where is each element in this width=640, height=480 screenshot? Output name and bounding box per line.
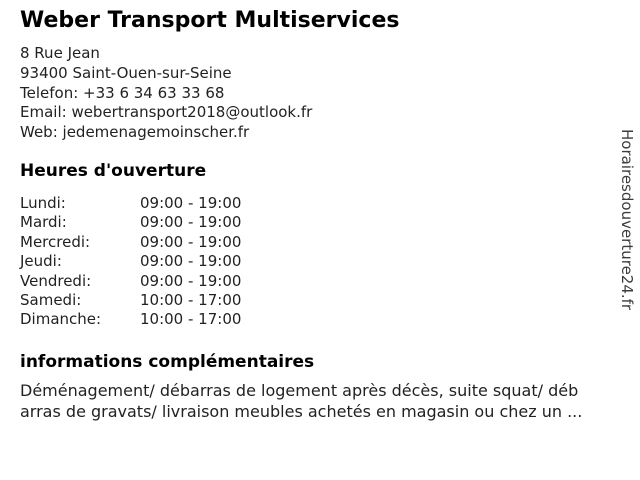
time-value: 10:00 - 17:00 — [140, 291, 242, 310]
address-city: 93400 Saint-Ouen-sur-Seine — [20, 63, 232, 82]
time-value: 10:00 - 17:00 — [140, 310, 242, 329]
time-value: 09:00 - 19:00 — [140, 232, 242, 251]
day-label: Mercredi: — [20, 232, 91, 251]
additional-info-heading: informations complémentaires — [20, 352, 315, 372]
additional-info-line-2: arras de gravats/ livraison meubles achetés en magasin ou chez un ... — [20, 402, 583, 421]
additional-info-line-1: Déménagement/ débarras de logement après décès, suite squat/ déb — [20, 381, 579, 400]
time-value: 09:00 - 19:00 — [140, 194, 242, 212]
hours-row-friday — [20, 272, 241, 291]
day-label: Samedi: — [20, 291, 82, 310]
page-title: Weber Transport Multiservices — [20, 8, 400, 33]
time-value: 09:00 - 19:00 — [140, 271, 242, 290]
hours-row-tuesday — [20, 213, 241, 232]
day-label: Vendredi: — [20, 271, 92, 290]
hours-row-sunday — [20, 310, 241, 329]
time-value: 09:00 - 19:00 — [140, 213, 242, 232]
site-watermark: Horairesdouverture24.fr — [618, 129, 636, 311]
web-line: Web: jedemenagemoinscher.fr — [20, 123, 250, 142]
hours-row-wednesday — [20, 233, 241, 252]
email-line: Email: webertransport2018@outlook.fr — [20, 103, 313, 122]
time-value: 09:00 - 19:00 — [140, 252, 242, 271]
opening-hours-table — [20, 194, 241, 330]
day-label: Dimanche: — [20, 310, 102, 329]
address-street: 8 Rue Jean — [20, 44, 100, 62]
hours-row-saturday — [20, 291, 241, 310]
day-label: Lundi: — [20, 194, 66, 212]
hours-row-thursday — [20, 252, 241, 271]
additional-info-text — [20, 380, 582, 422]
opening-hours-heading: Heures d'ouverture — [20, 161, 207, 181]
day-label: Jeudi: — [20, 252, 62, 271]
hours-row-monday — [20, 194, 241, 213]
phone-line: Telefon: +33 6 34 63 33 68 — [20, 83, 225, 102]
contact-block — [20, 44, 312, 143]
day-label: Mardi: — [20, 213, 67, 232]
